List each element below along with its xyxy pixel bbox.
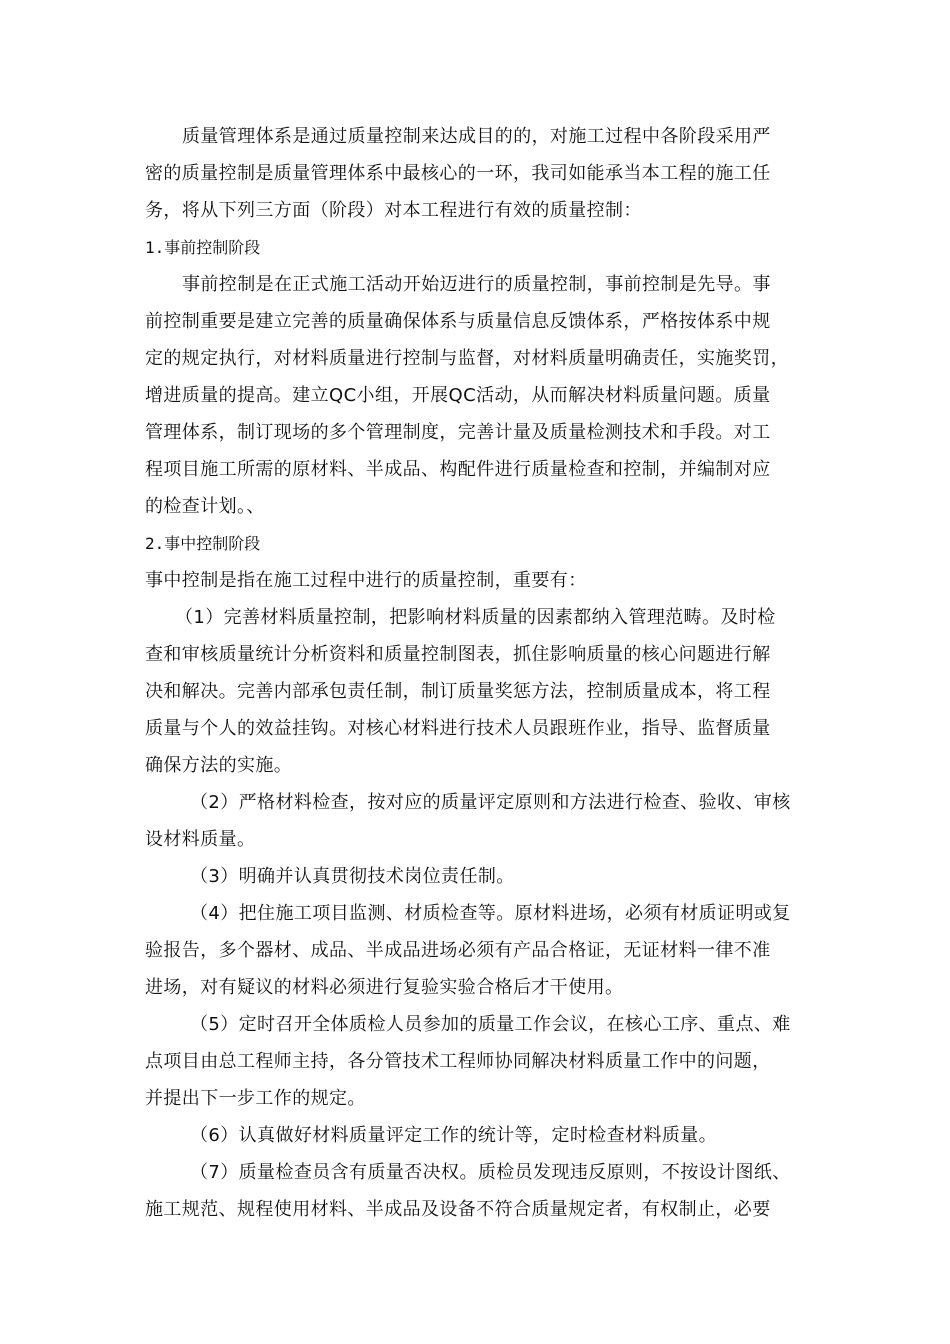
text-line: 点项目由总工程师主持，各分管技术工程师协同解决材料质量工作中的问题， [145, 1051, 771, 1072]
text-line: 事前控制是在正式施工活动开始迈进行的质量控制，事前控制是先导。事 [182, 274, 771, 295]
list-item-3 [145, 858, 810, 895]
text-line: （3）明确并认真贯彻技术岗位责任制。 [190, 866, 515, 887]
text-line: 程项目施工所需的原材料、半成品、构配件进行质量检查和控制，并编制对应 [145, 459, 771, 480]
section-heading-in-process-control: 2.事中控制阶段 [145, 534, 261, 553]
text-line: （1）完善材料质量控制，把影响材料质量的因素都纳入管理范畴。及时检 [175, 607, 776, 628]
list-item-6 [145, 1117, 810, 1154]
text-line: 的检查计划。、 [145, 496, 265, 517]
text-line: （6）认真做好材料质量评定工作的统计等，定时检查材料质量。 [190, 1125, 718, 1146]
text-line: （2）严格材料检查，按对应的质量评定原则和方法进行检查、验收、审核 [190, 792, 791, 813]
paragraph-in-process-intro: 事中控制是指在施工过程中进行的质量控制，重要有： [145, 570, 587, 591]
text-line: 质量管理体系是通过质量控制来达成目的的，对施工过程中各阶段采用严 [182, 126, 771, 147]
paragraph-pre-control [145, 266, 810, 525]
text-line: 决和解决。完善内部承包责任制，制订质量奖惩方法，控制质量成本，将工程 [145, 681, 771, 702]
list-item-2 [145, 784, 810, 858]
text-line: 进场，对有疑议的材料必须进行复验实验合格后才干使用。 [145, 977, 624, 998]
text-line: 密的质量控制是质量管理体系中最核心的一环，我司如能承当本工程的施工任 [145, 163, 771, 184]
text-line: （4）把住施工项目监测、材质检查等。原材料进场，必须有材质证明或复 [190, 903, 791, 924]
text-line: 质量与个人的效益挂钩。对核心材料进行技术人员跟班作业，指导、监督质量 [145, 718, 771, 739]
text-line: （7）质量检查员含有质量否决权。质检员发现违反原则，不按设计图纸、 [190, 1162, 791, 1183]
list-item-4 [145, 895, 810, 1006]
text-line: 并提出下一步工作的规定。 [145, 1088, 366, 1109]
text-line: 定的规定执行，对材料质量进行控制与监督，对材料质量明确责任，实施奖罚， [145, 348, 789, 369]
section-heading-pre-control: 1.事前控制阶段 [145, 238, 261, 257]
text-line: 设材料质量。 [145, 829, 256, 850]
list-item-1 [145, 599, 810, 784]
list-item-5 [145, 1006, 810, 1117]
text-line: （5）定时召开全体质检人员参加的质量工作会议，在核心工序、重点、难 [190, 1014, 791, 1035]
text-line: 务，将从下列三方面（阶段）对本工程进行有效的质量控制： [145, 200, 642, 221]
text-line: 管理体系，制订现场的多个管理制度，完善计量及质量检测技术和手段。对工 [145, 422, 771, 443]
text-line: 查和审核质量统计分析资料和质量控制图表，抓住影响质量的核心问题进行解 [145, 644, 771, 665]
text-line: 验报告，多个器材、成品、半成品进场必须有产品合格证，无证材料一律不准 [145, 940, 771, 961]
text-line: 确保方法的实施。 [145, 755, 293, 776]
text-line: 施工规范、规程使用材料、半成品及设备不符合质量规定者，有权制止，必要 [145, 1199, 771, 1220]
list-item-7 [145, 1154, 810, 1228]
text-line: 前控制重要是建立完善的质量确保体系与质量信息反馈体系，严格按体系中规 [145, 311, 771, 332]
document-body [145, 118, 810, 1228]
paragraph-intro [145, 118, 810, 229]
text-line: 增进质量的提高。建立QC小组，开展QC活动，从而解决材料质量问题。质量 [145, 385, 771, 406]
